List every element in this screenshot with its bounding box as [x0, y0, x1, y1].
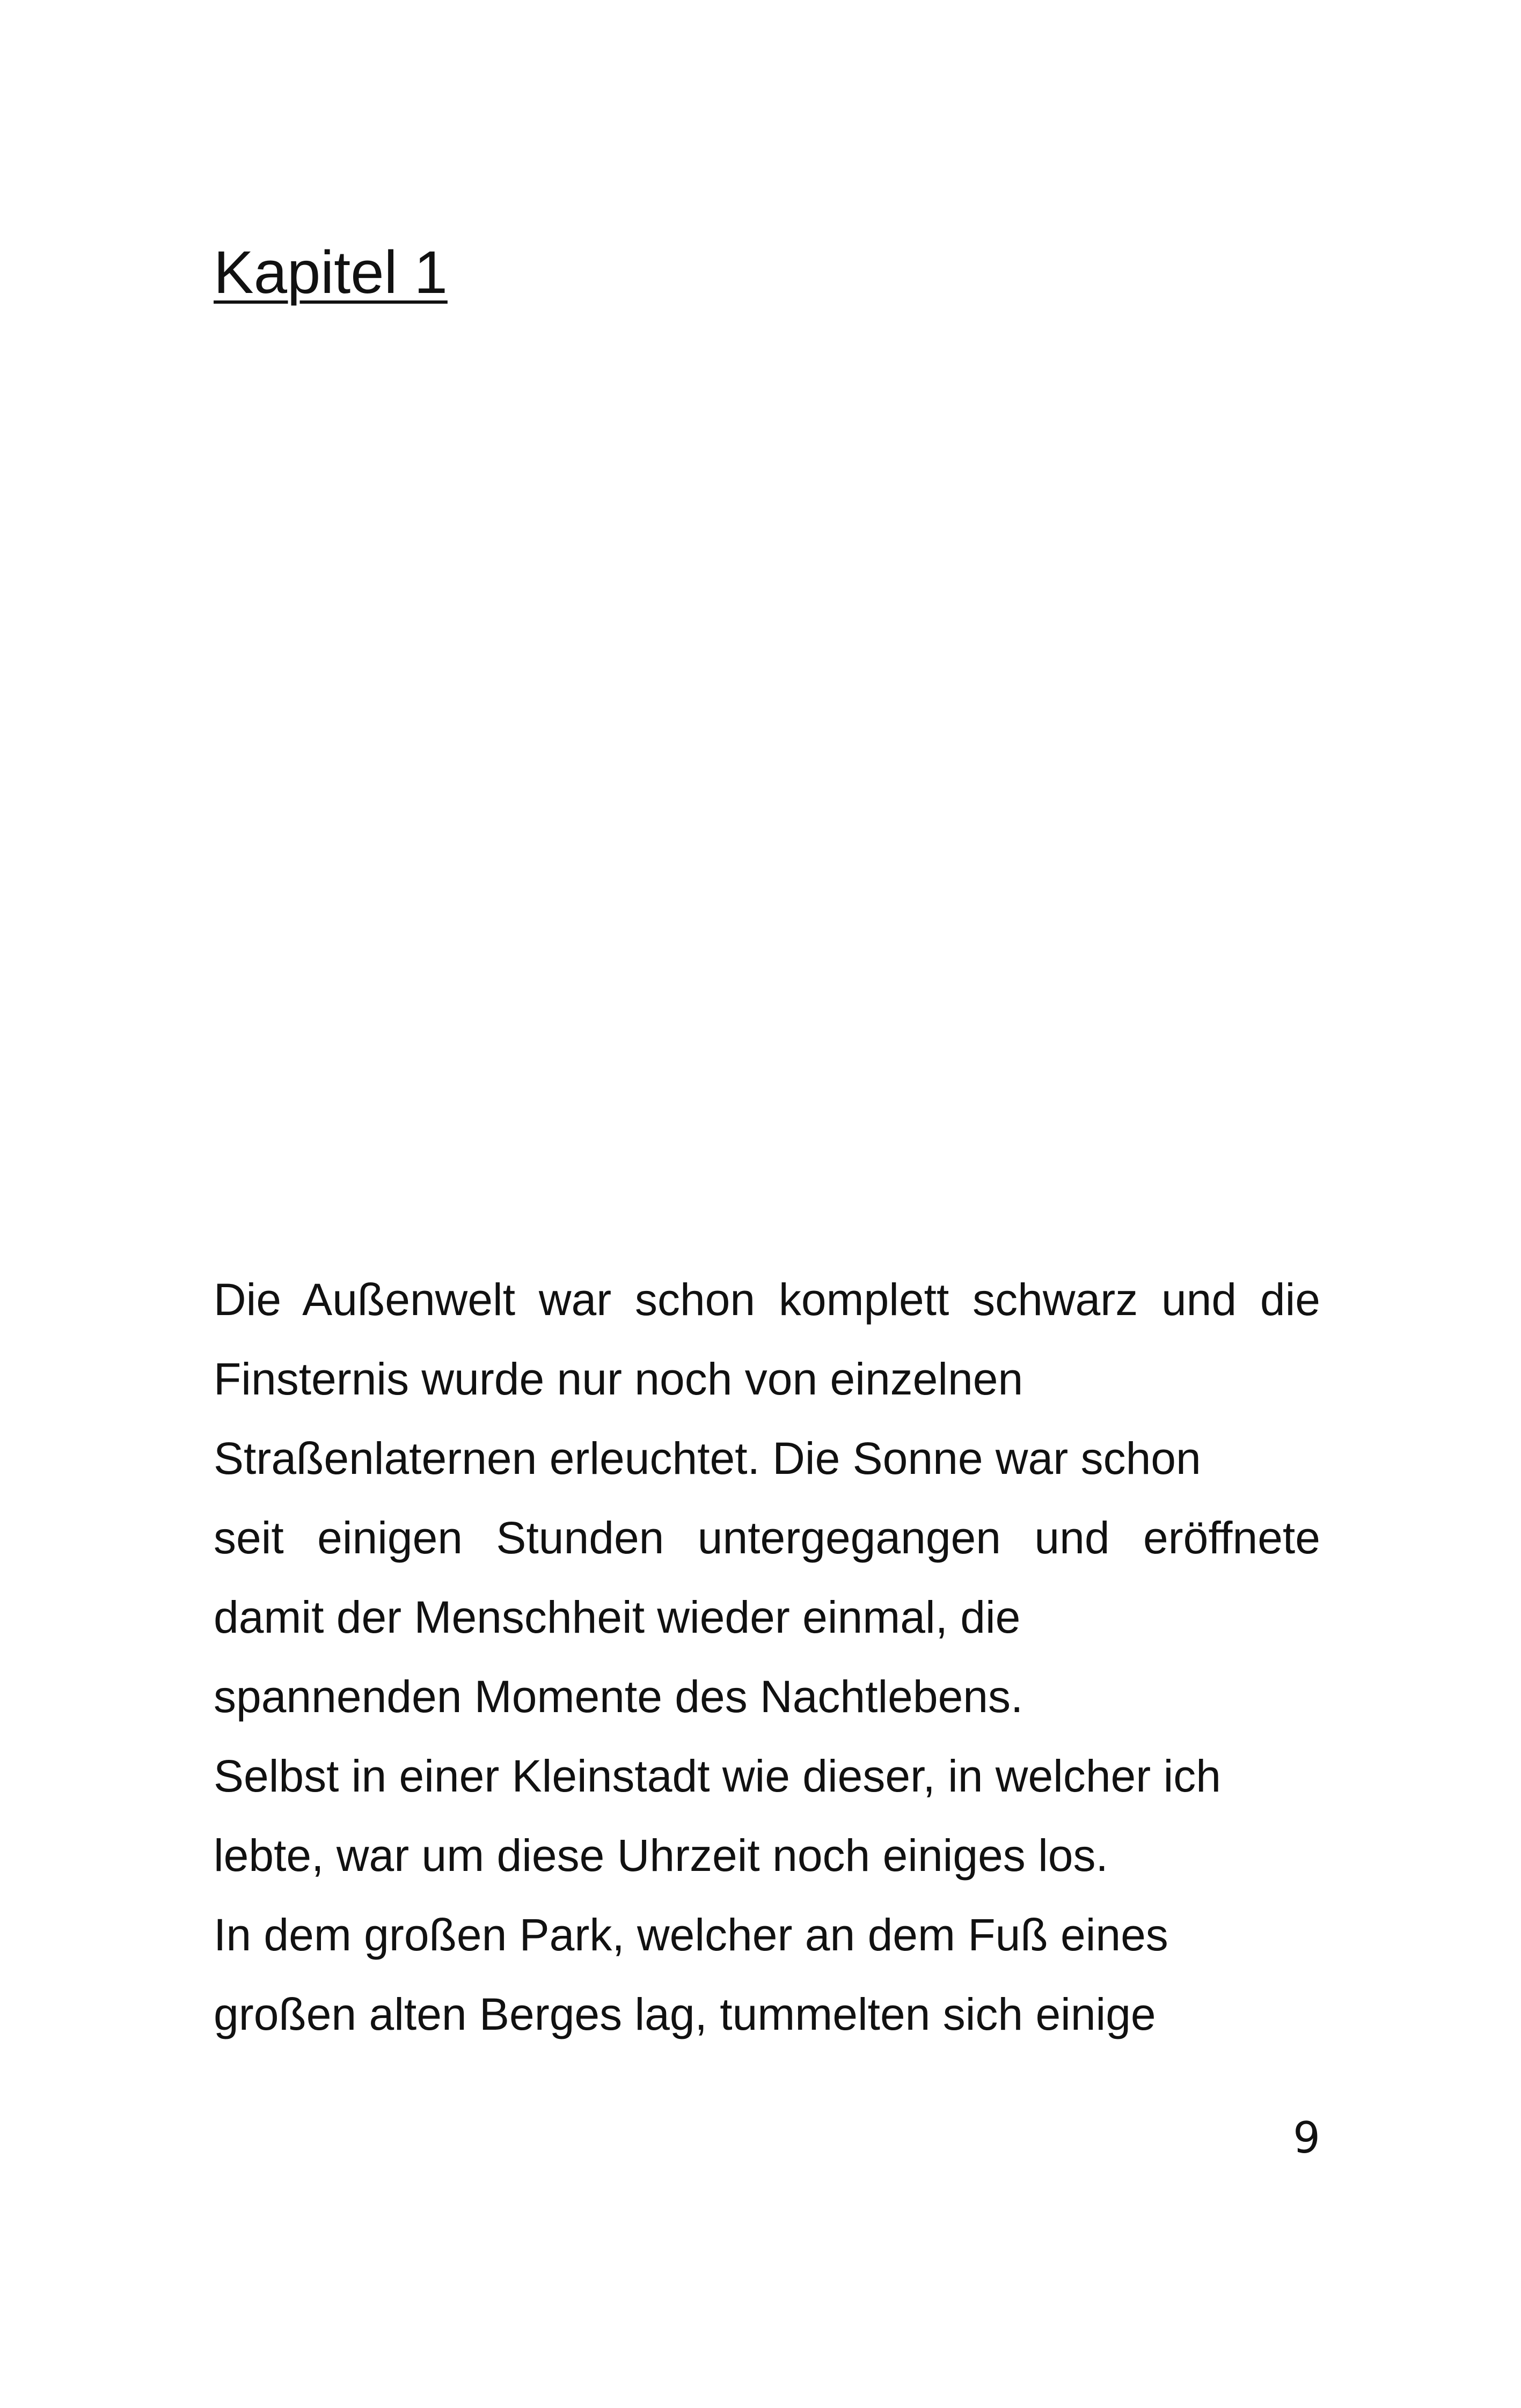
text-line: seit einigen Stunden untergegangen und eröffnete [214, 1513, 1320, 1563]
text-line: großen alten Berges lag, tummelten sich einige [214, 1989, 1156, 2039]
text-line: Finsternis wurde nur noch von einzelnen [214, 1354, 1023, 1404]
text-line: lebte, war um diese Uhrzeit noch einiges los. [214, 1830, 1108, 1881]
text-line: Die Außenwelt war schon komplett schwarz und die [214, 1274, 1320, 1325]
page-number: 9 [1293, 2113, 1320, 2163]
body-text [214, 1260, 1320, 2054]
text-line: damit der Menschheit wieder einmal, die [214, 1592, 1021, 1642]
text-line: In dem großen Park, welcher an dem Fuß eines [214, 1910, 1168, 1960]
chapter-title: Kapitel 1 [214, 239, 448, 306]
text-line: spannenden Momente des Nachtlebens. [214, 1671, 1023, 1722]
text-line: Selbst in einer Kleinstadt wie dieser, in welcher ich [214, 1751, 1221, 1801]
text-line: Straßenlaternen erleuchtet. Die Sonne war schon [214, 1433, 1201, 1484]
